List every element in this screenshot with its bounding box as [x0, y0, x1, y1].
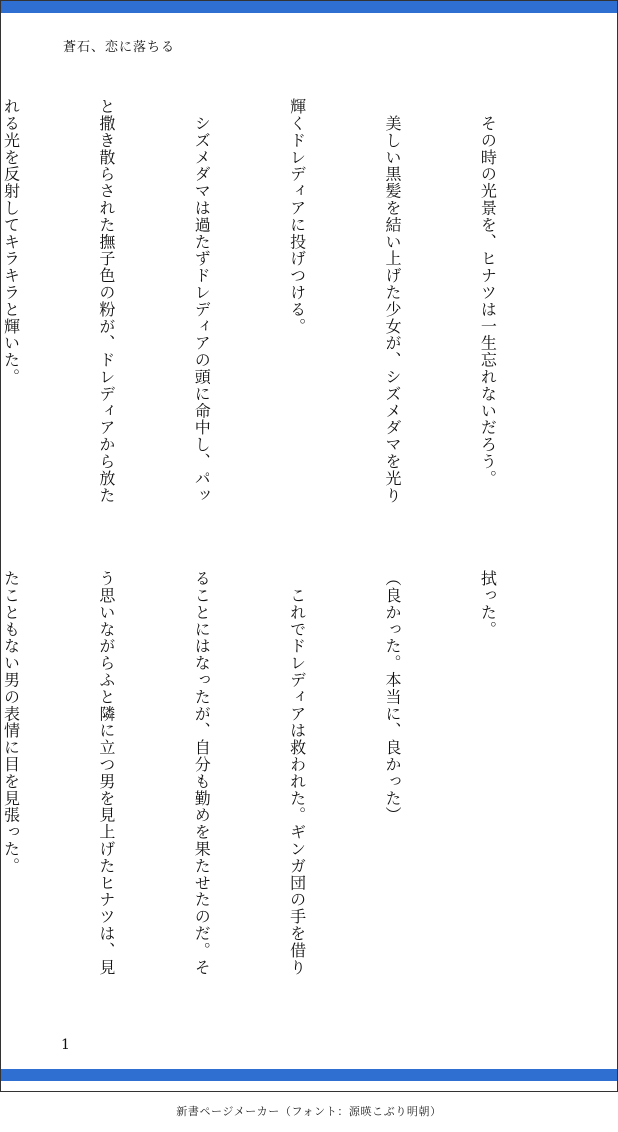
text-line: う思いながらふと隣に立つ男を見上げたヒナツは、見	[96, 570, 116, 976]
text-line: 拭った。	[478, 570, 498, 638]
text-line: 輝くドレディアに投げつける。	[287, 98, 307, 335]
bottom-color-band	[1, 1069, 617, 1081]
page-number: 1	[61, 1037, 70, 1053]
running-head: 蒼石、恋に落ちる	[63, 40, 176, 55]
text-line: （良かった。本当に、良かった）	[383, 570, 403, 824]
text-line: 美しい黒髪を結い上げた少女が、シズメダマを光り	[383, 98, 403, 504]
text-column-lower	[1, 570, 567, 1000]
text-line: これでドレディアは救われた。ギンガ団の手を借り	[287, 570, 307, 976]
text-line: シズメダマは過たずドレディアの頭に命中し、パッ	[192, 98, 212, 504]
footer-credit: 新書ページメーカー（フォント：源暎こぶり明朝）	[176, 1105, 442, 1118]
text-line: れる光を反射してキラキラと輝いた。	[1, 98, 21, 386]
top-color-band	[1, 1, 617, 13]
text-line: と撒き散らされた撫子色の粉が、ドレディアから放た	[96, 98, 116, 504]
text-line: その時の光景を、ヒナツは一生忘れないだろう。	[478, 98, 498, 487]
text-line: たこともない男の表情に目を見張った。	[1, 570, 21, 875]
text-line: ることにはなったが、自分も勤めを果たせたのだ。そ	[192, 570, 212, 976]
text-column-upper	[1, 98, 567, 528]
